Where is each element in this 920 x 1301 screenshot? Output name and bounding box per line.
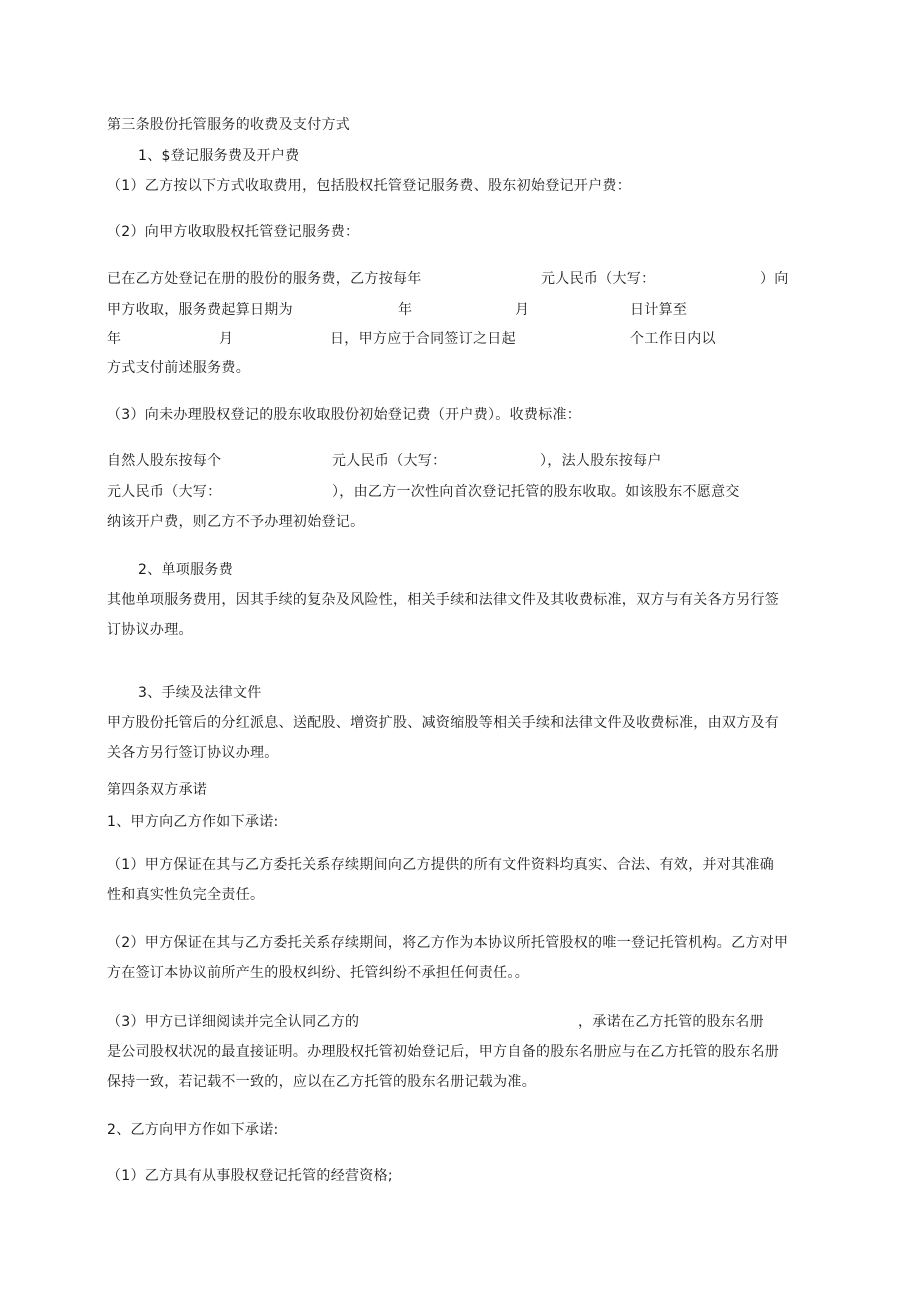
fee-line-3-end: 个工作日内以	[630, 331, 716, 347]
fee-line-3-day: 日，甲方应于合同签订之日起	[330, 331, 516, 347]
open-line-1-end: ），法人股东按每户	[540, 453, 662, 469]
fee-line-2-day: 日计算至	[630, 302, 688, 318]
item-1-title: 1、$登记服务费及开户费	[138, 148, 300, 164]
s1-p1-line-2: 性和真实性负完全责任。	[107, 887, 265, 903]
fee-line-2-start: 甲方收取，服务费起算日期为	[107, 302, 293, 318]
fee-line-3-month: 月	[219, 331, 234, 347]
fee-line-3-year: 年	[107, 331, 122, 347]
fee-line-4: 方式支付前述服务费。	[107, 360, 250, 376]
item-2-line-1: 其他单项服务费用，因其手续的复杂及风险性，相关手续和法律文件及其收费标准，双方与有关各方另行签	[107, 592, 780, 608]
open-line-1-start: 自然人股东按每个	[107, 453, 222, 469]
fee-line-1-rmb: 元人民币（大写：	[541, 271, 656, 287]
item-3-line-2: 关各方另行签订协议办理。	[107, 745, 279, 761]
item-3-line-1: 甲方股份托管后的分红派息、送配股、增资扩股、减资缩股等相关手续和法律文件及收费标准，由双方及有	[107, 715, 780, 731]
fee-line-2-year: 年	[398, 302, 413, 318]
s2-p1: （1）乙方具有从事股权登记托管的经营资格;	[107, 1168, 393, 1184]
open-line-3: 纳该开户费，则乙方不予办理初始登记。	[107, 514, 365, 530]
item-2-line-2: 订协议办理。	[107, 622, 193, 638]
paragraph-3: （3）向未办理股权登记的股东收取股份初始登记费（开户费）。收费标准：	[107, 407, 582, 423]
section-1-title: 1、甲方向乙方作如下承诺:	[107, 814, 279, 830]
item-2-title: 2、单项服务费	[138, 562, 234, 578]
fee-line-1-end: ）向	[760, 271, 789, 287]
s1-p3-line-3: 保持一致，若记载不一致的，应以在乙方托管的股东名册记载为准。	[107, 1074, 536, 1090]
fee-line-1-start: 已在乙方处登记在册的股份的服务费，乙方按每年	[107, 271, 422, 287]
article-4-heading: 第四条双方承诺	[107, 782, 208, 798]
s1-p2-line-2: 方在签订本协议前所产生的股权纠纷、托管纠纷不承担任何责任。。	[107, 965, 529, 981]
s1-p3-line-2: 是公司股权状况的最直接证明。办理股权托管初始登记后，甲方自备的股东名册应与在乙方托管的股东名册	[107, 1044, 780, 1060]
s1-p3-line-1-end: ，承诺在乙方托管的股东名册	[578, 1014, 764, 1030]
item-3-title: 3、手续及法律文件	[138, 685, 262, 701]
paragraph-1: （1）乙方按以下方式收取费用，包括股权托管登记服务费、股东初始登记开户费：	[107, 178, 632, 194]
open-line-1-rmb: 元人民币（大写：	[332, 453, 447, 469]
paragraph-2: （2）向甲方收取股权托管登记服务费：	[107, 224, 360, 240]
s1-p1-line-1: （1）甲方保证在其与乙方委托关系存续期间向乙方提供的所有文件资料均真实、合法、有效，并对其准确	[107, 857, 775, 873]
fee-line-2-month: 月	[515, 302, 530, 318]
open-line-2-end: ），由乙方一次性向首次登记托管的股东收取。如该股东不愿意交	[332, 484, 740, 500]
article-3-heading: 第三条股份托管服务的收费及支付方式	[107, 117, 351, 133]
open-line-2-start: 元人民币（大写：	[107, 484, 222, 500]
section-2-title: 2、乙方向甲方作如下承诺:	[107, 1122, 279, 1138]
s1-p2-line-1: （2）甲方保证在其与乙方委托关系存续期间，将乙方作为本协议所托管股权的唯一登记托管机构。乙方对甲	[107, 935, 789, 951]
s1-p3-line-1-start: （3）甲方已详细阅读并完全认同乙方的	[107, 1014, 360, 1030]
